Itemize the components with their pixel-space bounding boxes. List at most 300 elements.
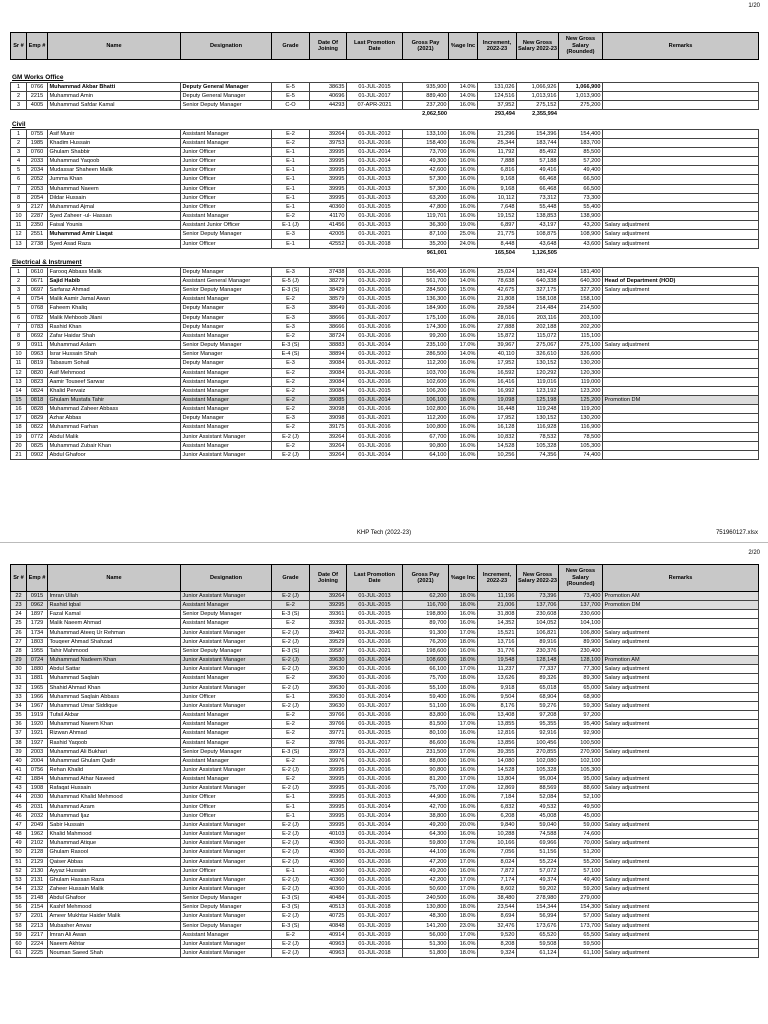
cell-name: Ghulam Shabbir bbox=[48, 147, 181, 156]
cell-increment: 25,024 bbox=[478, 267, 517, 276]
table-row bbox=[11, 939, 759, 948]
cell-remarks: Salary adjustment bbox=[603, 949, 759, 958]
cell-gross-pay: 90,800 bbox=[403, 441, 449, 450]
cell-emp-no: 1908 bbox=[27, 784, 48, 793]
cell-last-promotion: 01-JUL-2016 bbox=[347, 628, 403, 637]
cell-date-of-joining: 38279 bbox=[310, 276, 347, 285]
cell-gross-pay: 59,800 bbox=[403, 839, 449, 848]
cell-date-of-joining: 40360 bbox=[310, 857, 347, 866]
cell-sr: 8 bbox=[11, 331, 27, 340]
cell-remarks bbox=[603, 175, 759, 184]
cell-gross-pay: 99,200 bbox=[403, 331, 449, 340]
cell-name: Ayyaz Hussain bbox=[48, 866, 181, 875]
cell-increment: 8,024 bbox=[478, 857, 517, 866]
cell-gross-pay: 64,100 bbox=[403, 450, 449, 459]
cell-new-gross-rounded: 43,600 bbox=[559, 239, 603, 248]
cell-sr: 36 bbox=[11, 720, 27, 729]
table-row bbox=[11, 949, 759, 958]
cell-sr: 27 bbox=[11, 637, 27, 646]
cell-increment: 16,448 bbox=[478, 405, 517, 414]
cell-new-gross-rounded: 270,900 bbox=[559, 747, 603, 756]
cell-sr: 12 bbox=[11, 368, 27, 377]
cell-new-gross: 43,648 bbox=[517, 239, 559, 248]
cell-gross-pay: 38,800 bbox=[403, 811, 449, 820]
cell-new-gross-rounded: 55,400 bbox=[559, 202, 603, 211]
cell-designation: Assistant Manager bbox=[181, 601, 272, 610]
cell-last-promotion: 01-JUL-2019 bbox=[347, 921, 403, 930]
cell-increment: 11,792 bbox=[478, 147, 517, 156]
cell-date-of-joining: 42005 bbox=[310, 230, 347, 239]
cell-grade: E-3 bbox=[272, 230, 310, 239]
cell-new-gross-rounded: 202,200 bbox=[559, 322, 603, 331]
cell-date-of-joining: 40484 bbox=[310, 894, 347, 903]
cell-sr: 39 bbox=[11, 747, 27, 756]
section-title: Electrical & Instrument bbox=[12, 258, 82, 266]
cell-gross-pay: 81,200 bbox=[403, 775, 449, 784]
cell-remarks bbox=[603, 894, 759, 903]
cell-date-of-joining: 42552 bbox=[310, 239, 347, 248]
cell-grade: E-3 bbox=[272, 414, 310, 423]
table-row bbox=[11, 267, 759, 276]
cell-new-gross-rounded: 326,600 bbox=[559, 350, 603, 359]
cell-emp-no: 2053 bbox=[27, 184, 48, 193]
cell-name: Rashid Khan bbox=[48, 322, 181, 331]
cell-new-gross: 158,108 bbox=[517, 295, 559, 304]
cell-pct-inc: 16.0% bbox=[449, 267, 478, 276]
cell-new-gross: 1,013,916 bbox=[517, 92, 559, 101]
cell-designation: Assistant Manager bbox=[181, 720, 272, 729]
cell-emp-no: 1985 bbox=[27, 138, 48, 147]
cell-designation: Junior Assistant Manager bbox=[181, 839, 272, 848]
cell-date-of-joining: 39630 bbox=[310, 656, 347, 665]
cell-increment: 10,288 bbox=[478, 830, 517, 839]
cell-name: Rizwan Ahmad bbox=[48, 729, 181, 738]
cell-gross-pay: 198,600 bbox=[403, 646, 449, 655]
cell-emp-no: 0825 bbox=[27, 441, 48, 450]
header-new-gross: New Gross Salary 2022-23 bbox=[517, 33, 559, 60]
footer-filename: 751960127.xlsx bbox=[715, 530, 758, 536]
cell-gross-pay: 83,800 bbox=[403, 711, 449, 720]
cell-gross-pay: 108,600 bbox=[403, 656, 449, 665]
cell-remarks bbox=[603, 83, 759, 92]
cell-date-of-joining: 39995 bbox=[310, 184, 347, 193]
cell-remarks bbox=[603, 692, 759, 701]
cell-increment: 39,355 bbox=[478, 747, 517, 756]
cell-pct-inc: 16.0% bbox=[449, 414, 478, 423]
cell-date-of-joining: 39084 bbox=[310, 377, 347, 386]
cell-emp-no: 0820 bbox=[27, 368, 48, 377]
cell-date-of-joining: 40914 bbox=[310, 930, 347, 939]
cell-new-gross-rounded: 73,300 bbox=[559, 193, 603, 202]
cell-sr: 5 bbox=[11, 304, 27, 313]
header-designation: Designation bbox=[181, 33, 272, 60]
cell-grade: E-3 (S) bbox=[272, 286, 310, 295]
cell-sr: 54 bbox=[11, 885, 27, 894]
cell-gross-pay: 106,200 bbox=[403, 386, 449, 395]
cell-new-gross-rounded: 640,300 bbox=[559, 276, 603, 285]
table-row bbox=[11, 912, 759, 921]
cell-designation: Junior Officer bbox=[181, 157, 272, 166]
cell-sr: 28 bbox=[11, 646, 27, 655]
cell-gross-pay: 286,500 bbox=[403, 350, 449, 359]
header-pct-inc: %age Inc bbox=[449, 33, 478, 60]
cell-grade: E-2 bbox=[272, 619, 310, 628]
cell-increment: 9,168 bbox=[478, 175, 517, 184]
cell-date-of-joining: 41456 bbox=[310, 221, 347, 230]
cell-remarks bbox=[603, 848, 759, 857]
cell-last-promotion: 01-JUL-2013 bbox=[347, 193, 403, 202]
cell-new-gross: 95,004 bbox=[517, 775, 559, 784]
cell-sr: 6 bbox=[11, 313, 27, 322]
cell-new-gross-rounded: 97,200 bbox=[559, 711, 603, 720]
cell-name: Muhammad Ijaz bbox=[48, 811, 181, 820]
cell-name: Nouman Saeed Shah bbox=[48, 949, 181, 958]
cell-new-gross: 43,197 bbox=[517, 221, 559, 230]
cell-gross-pay: 100,800 bbox=[403, 423, 449, 432]
cell-name: Mubasher Anwar bbox=[48, 921, 181, 930]
cell-remarks bbox=[603, 313, 759, 322]
cell-new-gross-rounded: 154,400 bbox=[559, 129, 603, 138]
cell-new-gross: 69,966 bbox=[517, 839, 559, 848]
cell-remarks: Salary adjustment bbox=[603, 341, 759, 350]
cell-last-promotion: 01-JUL-2013 bbox=[347, 184, 403, 193]
cell-last-promotion: 01-JUL-2017 bbox=[347, 701, 403, 710]
cell-pct-inc: 17.0% bbox=[449, 720, 478, 729]
table-row bbox=[11, 701, 759, 710]
cell-name: Muhammad Azam bbox=[48, 802, 181, 811]
cell-emp-no: 2032 bbox=[27, 811, 48, 820]
cell-remarks bbox=[603, 441, 759, 450]
cell-date-of-joining: 44293 bbox=[310, 101, 347, 110]
cell-designation: Assistant Manager bbox=[181, 756, 272, 765]
cell-designation: Junior Assistant Manager bbox=[181, 885, 272, 894]
cell-emp-no: 0724 bbox=[27, 656, 48, 665]
cell-last-promotion: 01-JUL-2017 bbox=[347, 912, 403, 921]
cell-last-promotion: 01-JUL-2013 bbox=[347, 166, 403, 175]
cell-name: Muhammad Umar Siddique bbox=[48, 701, 181, 710]
cell-new-gross-rounded: 119,000 bbox=[559, 377, 603, 386]
cell-remarks: Salary adjustment bbox=[603, 628, 759, 637]
cell-last-promotion: 01-JUL-2015 bbox=[347, 386, 403, 395]
cell-remarks: Promotion AM bbox=[603, 656, 759, 665]
cell-grade: C-O bbox=[272, 101, 310, 110]
table-row bbox=[11, 157, 759, 166]
cell-sr: 33 bbox=[11, 692, 27, 701]
cell-new-gross: 68,904 bbox=[517, 692, 559, 701]
cell-increment: 31,776 bbox=[478, 646, 517, 655]
cell-new-gross: 100,456 bbox=[517, 738, 559, 747]
cell-gross-pay: 112,200 bbox=[403, 359, 449, 368]
cell-grade: E-2 bbox=[272, 377, 310, 386]
cell-emp-no: 0819 bbox=[27, 359, 48, 368]
cell-last-promotion: 01-JUL-2016 bbox=[347, 848, 403, 857]
cell-gross-pay: 88,000 bbox=[403, 756, 449, 765]
cell-new-gross: 57,188 bbox=[517, 157, 559, 166]
cell-increment: 7,174 bbox=[478, 875, 517, 884]
cell-remarks bbox=[603, 756, 759, 765]
cell-sr: 35 bbox=[11, 711, 27, 720]
cell-name: Faheem Khaliq bbox=[48, 304, 181, 313]
cell-gross-pay: 44,100 bbox=[403, 848, 449, 857]
cell-name: Muhammad Ateeq Ur Rehman bbox=[48, 628, 181, 637]
cell-sr: 50 bbox=[11, 848, 27, 857]
cell-gross-pay: 156,400 bbox=[403, 267, 449, 276]
cell-designation: Senior Deputy Manager bbox=[181, 903, 272, 912]
cell-name: Abdul Malik bbox=[48, 432, 181, 441]
cell-last-promotion: 01-JUL-2015 bbox=[347, 83, 403, 92]
cell-gross-pay: 80,100 bbox=[403, 729, 449, 738]
cell-increment: 8,448 bbox=[478, 239, 517, 248]
cell-sr: 7 bbox=[11, 184, 27, 193]
cell-last-promotion: 07-APR-2021 bbox=[347, 101, 403, 110]
cell-designation: Deputy General Manager bbox=[181, 83, 272, 92]
table-row bbox=[11, 212, 759, 221]
cell-designation: Assistant Manager bbox=[181, 738, 272, 747]
cell-date-of-joining: 39098 bbox=[310, 405, 347, 414]
table-row bbox=[11, 592, 759, 601]
cell-remarks bbox=[603, 193, 759, 202]
cell-date-of-joining: 39995 bbox=[310, 784, 347, 793]
cell-new-gross-rounded: 89,900 bbox=[559, 637, 603, 646]
cell-remarks bbox=[603, 295, 759, 304]
cell-date-of-joining: 40513 bbox=[310, 903, 347, 912]
cell-date-of-joining: 39995 bbox=[310, 166, 347, 175]
cell-grade: E-1 bbox=[272, 157, 310, 166]
cell-designation: Junior Officer bbox=[181, 802, 272, 811]
cell-pct-inc: 17.0% bbox=[449, 747, 478, 756]
cell-gross-pay: 75,700 bbox=[403, 784, 449, 793]
cell-sr: 4 bbox=[11, 157, 27, 166]
salary-sheet-page-1 bbox=[10, 32, 758, 460]
cell-last-promotion: 01-JUL-2018 bbox=[347, 949, 403, 958]
cell-date-of-joining: 38666 bbox=[310, 322, 347, 331]
cell-date-of-joining: 39630 bbox=[310, 683, 347, 692]
table-row bbox=[11, 637, 759, 646]
cell-name: Malik Mehboob Jilani bbox=[48, 313, 181, 322]
cell-name: Fazal Kamal bbox=[48, 610, 181, 619]
cell-increment: 29,584 bbox=[478, 304, 517, 313]
cell-new-gross-rounded: 181,400 bbox=[559, 267, 603, 276]
cell-gross-pay: 235,100 bbox=[403, 341, 449, 350]
cell-new-gross: 138,853 bbox=[517, 212, 559, 221]
cell-sr: 25 bbox=[11, 619, 27, 628]
cell-name: Farooq Abbass Malik bbox=[48, 267, 181, 276]
cell-emp-no: 0610 bbox=[27, 267, 48, 276]
table-row bbox=[11, 747, 759, 756]
cell-sr: 20 bbox=[11, 441, 27, 450]
cell-new-gross: 55,448 bbox=[517, 202, 559, 211]
cell-emp-no: 0768 bbox=[27, 304, 48, 313]
cell-name: Syed Asad Raza bbox=[48, 239, 181, 248]
header-name: Name bbox=[48, 33, 181, 60]
cell-new-gross-rounded: 73,400 bbox=[559, 592, 603, 601]
cell-pct-inc: 16.0% bbox=[449, 894, 478, 903]
cell-grade: E-2 (J) bbox=[272, 784, 310, 793]
header-new-gross: New Gross Salary 2022-23 bbox=[517, 565, 559, 592]
footer-title: KHP Tech (2022-23) bbox=[356, 530, 412, 536]
cell-last-promotion: 01-JUL-2016 bbox=[347, 674, 403, 683]
table-row bbox=[11, 921, 759, 930]
cell-emp-no: 0697 bbox=[27, 286, 48, 295]
table-row bbox=[11, 129, 759, 138]
cell-gross-pay: 81,500 bbox=[403, 720, 449, 729]
cell-date-of-joining: 39995 bbox=[310, 802, 347, 811]
cell-emp-no: 1884 bbox=[27, 775, 48, 784]
cell-last-promotion: 01-JUL-2014 bbox=[347, 830, 403, 839]
cell-grade: E-2 (J) bbox=[272, 628, 310, 637]
cell-pct-inc: 24.0% bbox=[449, 239, 478, 248]
cell-sr: 9 bbox=[11, 202, 27, 211]
table-row bbox=[11, 450, 759, 459]
cell-new-gross-rounded: 74,400 bbox=[559, 450, 603, 459]
cell-pct-inc: 15.0% bbox=[449, 286, 478, 295]
cell-remarks bbox=[603, 386, 759, 395]
cell-new-gross: 275,152 bbox=[517, 101, 559, 110]
cell-name: Ameer Mukhtar Haider Malik bbox=[48, 912, 181, 921]
cell-grade: E-2 (J) bbox=[272, 848, 310, 857]
cell-gross-pay: 47,800 bbox=[403, 202, 449, 211]
cell-pct-inc: 16.0% bbox=[449, 610, 478, 619]
cell-name: Naeem Akhtar bbox=[48, 939, 181, 948]
cell-pct-inc: 16.0% bbox=[449, 295, 478, 304]
table-row bbox=[11, 628, 759, 637]
cell-gross-pay: 231,500 bbox=[403, 747, 449, 756]
cell-gross-pay: 47,200 bbox=[403, 857, 449, 866]
cell-last-promotion: 01-JUL-2016 bbox=[347, 711, 403, 720]
cell-remarks: Salary adjustment bbox=[603, 239, 759, 248]
cell-gross-pay: 48,300 bbox=[403, 912, 449, 921]
cell-new-gross-rounded: 104,100 bbox=[559, 619, 603, 628]
cell-pct-inc: 16.0% bbox=[449, 701, 478, 710]
cell-new-gross-rounded: 130,200 bbox=[559, 414, 603, 423]
cell-grade: E-3 (S) bbox=[272, 903, 310, 912]
cell-designation: Assistant Manager bbox=[181, 212, 272, 221]
cell-grade: E-3 bbox=[272, 322, 310, 331]
cell-last-promotion: 01-JUL-2014 bbox=[347, 147, 403, 156]
cell-emp-no: 1880 bbox=[27, 665, 48, 674]
table-row bbox=[11, 619, 759, 628]
cell-grade: E-1 bbox=[272, 147, 310, 156]
cell-pct-inc: 16.0% bbox=[449, 432, 478, 441]
cell-remarks bbox=[603, 304, 759, 313]
cell-sr: 17 bbox=[11, 414, 27, 423]
cell-pct-inc: 16.0% bbox=[449, 368, 478, 377]
cell-designation: Senior Manager bbox=[181, 350, 272, 359]
cell-date-of-joining: 40360 bbox=[310, 839, 347, 848]
cell-emp-no: 2054 bbox=[27, 193, 48, 202]
cell-remarks: Salary adjustment bbox=[603, 903, 759, 912]
cell-gross-pay: 57,300 bbox=[403, 175, 449, 184]
cell-last-promotion: 01-JUL-2014 bbox=[347, 450, 403, 459]
cell-last-promotion: 01-JUL-2016 bbox=[347, 775, 403, 784]
cell-increment: 40,110 bbox=[478, 350, 517, 359]
cell-grade: E-1 bbox=[272, 692, 310, 701]
cell-sr: 15 bbox=[11, 396, 27, 405]
cell-pct-inc: 17.0% bbox=[449, 857, 478, 866]
cell-gross-pay: 75,700 bbox=[403, 674, 449, 683]
cell-gross-pay: 89,700 bbox=[403, 619, 449, 628]
table-row bbox=[11, 286, 759, 295]
cell-designation: Senior Deputy Manager bbox=[181, 921, 272, 930]
table-row bbox=[11, 711, 759, 720]
cell-increment: 14,080 bbox=[478, 756, 517, 765]
cell-new-gross: 275,067 bbox=[517, 341, 559, 350]
cell-name: Rafaqat Hussain bbox=[48, 784, 181, 793]
table-row bbox=[11, 276, 759, 285]
cell-name: Muhammad Saqlain bbox=[48, 674, 181, 683]
cell-increment: 14,352 bbox=[478, 619, 517, 628]
cell-sr: 18 bbox=[11, 423, 27, 432]
cell-grade: E-2 bbox=[272, 368, 310, 377]
cell-emp-no: 0692 bbox=[27, 331, 48, 340]
cell-name: Faisal Younis bbox=[48, 221, 181, 230]
cell-date-of-joining: 40360 bbox=[310, 866, 347, 875]
cell-date-of-joining: 39995 bbox=[310, 157, 347, 166]
table-row bbox=[11, 138, 759, 147]
cell-name: Azhar Abbas bbox=[48, 414, 181, 423]
cell-pct-inc: 14.0% bbox=[449, 83, 478, 92]
cell-last-promotion: 01-JUL-2016 bbox=[347, 765, 403, 774]
cell-grade: E-2 bbox=[272, 930, 310, 939]
cell-date-of-joining: 40360 bbox=[310, 202, 347, 211]
cell-emp-no: 1734 bbox=[27, 628, 48, 637]
cell-pct-inc: 16.0% bbox=[449, 147, 478, 156]
salary-table-2 bbox=[10, 564, 759, 958]
cell-date-of-joining: 39392 bbox=[310, 619, 347, 628]
cell-new-gross: 123,192 bbox=[517, 386, 559, 395]
cell-grade: E-2 bbox=[272, 775, 310, 784]
cell-last-promotion: 01-JUL-2017 bbox=[347, 747, 403, 756]
cell-last-promotion: 01-JUL-2021 bbox=[347, 646, 403, 655]
cell-new-gross-rounded: 49,400 bbox=[559, 875, 603, 884]
cell-grade: E-2 bbox=[272, 331, 310, 340]
cell-remarks: Promotion DM bbox=[603, 601, 759, 610]
cell-new-gross: 56,994 bbox=[517, 912, 559, 921]
section-title: Civil bbox=[12, 120, 26, 128]
cell-emp-no: 0818 bbox=[27, 396, 48, 405]
cell-date-of-joining: 40696 bbox=[310, 92, 347, 101]
table-row bbox=[11, 683, 759, 692]
cell-remarks bbox=[603, 322, 759, 331]
cell-sr: 10 bbox=[11, 212, 27, 221]
cell-name: Muhammad Akbar Bhatti bbox=[48, 83, 181, 92]
table-row bbox=[11, 692, 759, 701]
cell-date-of-joining: 40963 bbox=[310, 939, 347, 948]
cell-new-gross-rounded: 230,400 bbox=[559, 646, 603, 655]
cell-remarks bbox=[603, 166, 759, 175]
table-row bbox=[11, 811, 759, 820]
cell-grade: E-2 bbox=[272, 674, 310, 683]
cell-remarks bbox=[603, 212, 759, 221]
cell-sr: 43 bbox=[11, 784, 27, 793]
cell-grade: E-2 (J) bbox=[272, 875, 310, 884]
cell-grade: E-5 bbox=[272, 83, 310, 92]
cell-grade: E-2 (J) bbox=[272, 701, 310, 710]
cell-name: Tabasum Sohail bbox=[48, 359, 181, 368]
cell-date-of-joining: 39995 bbox=[310, 793, 347, 802]
cell-grade: E-3 bbox=[272, 267, 310, 276]
cell-date-of-joining: 39264 bbox=[310, 450, 347, 459]
cell-gross-pay: 73,700 bbox=[403, 147, 449, 156]
section-title: GM Works Office bbox=[12, 74, 64, 81]
cell-pct-inc: 16.0% bbox=[449, 313, 478, 322]
cell-emp-no: 2003 bbox=[27, 747, 48, 756]
cell-designation: Assistant Manager bbox=[181, 295, 272, 304]
cell-pct-inc: 16.0% bbox=[449, 450, 478, 459]
cell-name: Rashid Yaqoob bbox=[48, 738, 181, 747]
cell-increment: 78,638 bbox=[478, 276, 517, 285]
cell-name: Syed Zaheer -ul- Hassan bbox=[48, 212, 181, 221]
